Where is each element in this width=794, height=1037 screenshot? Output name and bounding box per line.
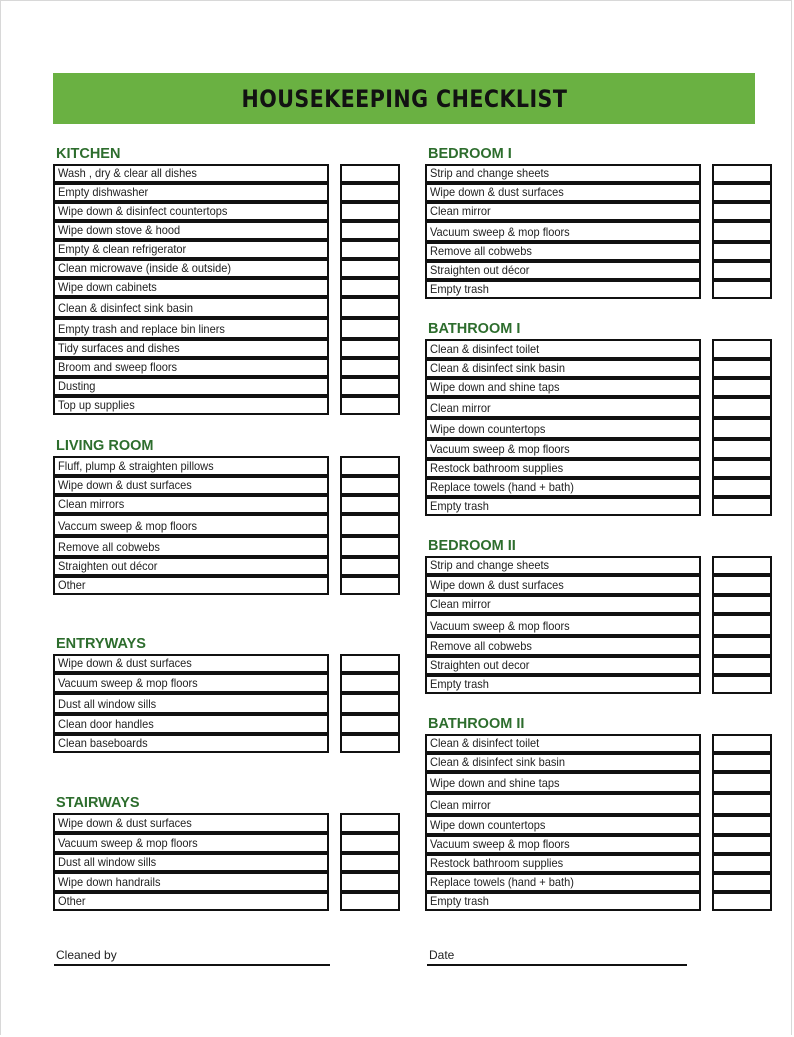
checkbox[interactable] [712,439,772,459]
task-label: Vaccum sweep & mop floors [58,519,198,533]
task-cell [53,872,329,892]
checkbox[interactable] [712,793,772,815]
task-cell [53,654,329,673]
task-label: Dusting [58,379,96,393]
task-label: Strip and change sheets [430,166,550,180]
checklist-row [53,514,400,536]
task-label: Wipe down countertops [430,422,546,436]
checklist-row [425,459,772,478]
task-cell [425,614,701,636]
task-label: Wipe down & dust surfaces [58,478,192,492]
checklist-row [53,476,400,495]
checkbox[interactable] [340,164,400,183]
checkbox[interactable] [712,556,772,575]
checklist-row [53,872,400,892]
checklist-row [53,318,400,339]
checkbox[interactable] [712,575,772,595]
task-cell [53,514,329,536]
checkbox[interactable] [340,833,400,853]
task-label: Wipe down & dust surfaces [58,816,192,830]
task-cell [425,595,701,614]
task-label: Restock bathroom supplies [430,856,564,870]
task-label: Vacuum sweep & mop floors [430,619,570,633]
checkbox[interactable] [340,221,400,240]
task-label: Clean mirror [430,204,491,218]
checklist-row [425,575,772,595]
task-label: Wipe down & disinfect countertops [58,204,228,218]
section-title: BEDROOM II [428,538,516,554]
task-cell [53,396,329,415]
task-label: Restock bathroom supplies [430,461,564,475]
checkbox[interactable] [340,278,400,297]
task-cell [53,853,329,872]
checkbox[interactable] [712,261,772,280]
checklist-row [425,497,772,516]
task-cell [425,873,701,892]
checklist-row [425,734,772,753]
task-cell [425,378,701,397]
checkbox[interactable] [340,734,400,753]
checklist-row [53,297,400,318]
checklist-row [425,854,772,873]
task-cell [425,202,701,221]
checklist-row [53,339,400,358]
checkbox[interactable] [340,183,400,202]
task-cell [425,397,701,418]
checklist-row [53,693,400,714]
task-label: Vacuum sweep & mop floors [430,442,570,456]
task-cell [425,339,701,359]
task-cell [53,358,329,377]
checklist-row [425,753,772,772]
checkbox[interactable] [340,495,400,514]
checkbox[interactable] [340,259,400,278]
checklist-row [53,813,400,833]
checklist-row [425,675,772,694]
task-cell [53,259,329,278]
checklist-row [425,221,772,242]
checklist-row [425,614,772,636]
task-cell [425,556,701,575]
checklist-row [53,456,400,476]
task-cell [53,576,329,595]
task-cell [425,221,701,242]
checklist-row [53,202,400,221]
checklist-row [53,377,400,396]
task-cell [425,478,701,497]
section-title: LIVING ROOM [56,438,154,454]
checkbox[interactable] [712,183,772,202]
task-label: Clean mirror [430,597,491,611]
task-label: Empty trash and replace bin liners [58,322,225,336]
task-label: Dust all window sills [58,697,157,711]
task-label: Wipe down handrails [58,875,161,889]
task-label: Clean baseboards [58,736,148,750]
checklist-row [53,221,400,240]
task-cell [425,854,701,873]
checklist-row [425,835,772,854]
task-cell [53,377,329,396]
checklist-row [425,873,772,892]
task-cell [53,714,329,734]
task-label: Wipe down countertops [430,818,546,832]
checkbox[interactable] [712,497,772,516]
checkbox[interactable] [712,418,772,439]
cleaned-by-label: Cleaned by [56,948,117,962]
task-label: Broom and sweep floors [58,360,178,374]
checklist-row [53,278,400,297]
checklist-row [53,240,400,259]
task-label: Remove all cobwebs [58,540,160,554]
task-label: Other [58,894,86,908]
task-label: Vacuum sweep & mop floors [430,837,570,851]
task-cell [425,892,701,911]
checkbox[interactable] [712,280,772,299]
task-cell [53,456,329,476]
task-cell [53,278,329,297]
section-title: KITCHEN [56,146,121,162]
title-banner [53,73,755,124]
task-label: Vacuum sweep & mop floors [58,836,198,850]
checklist-row [53,714,400,734]
task-cell [425,459,701,478]
checklist-row [53,833,400,853]
task-label: Clean door handles [58,717,154,731]
checklist-row [425,378,772,397]
task-cell [425,575,701,595]
checklist-row [53,183,400,202]
task-cell [425,359,701,378]
checklist-row [425,793,772,815]
checkbox[interactable] [712,242,772,261]
page-title: HOUSEKEEPING CHECKLIST [241,84,567,113]
task-label: Clean microwave (inside & outside) [58,261,232,275]
task-cell [53,476,329,495]
checklist-row [53,259,400,278]
task-label: Replace towels (hand + bath) [430,480,574,494]
task-label: Empty & clean refrigerator [58,242,187,256]
task-label: Straighten out décor [58,559,158,573]
checkbox[interactable] [340,536,400,557]
checklist-row [53,536,400,557]
checkbox[interactable] [340,377,400,396]
checkbox[interactable] [340,476,400,495]
section-title: BATHROOM II [428,716,525,732]
checklist-row [425,418,772,439]
task-label: Wipe down & dust surfaces [430,185,564,199]
task-cell [425,734,701,753]
task-cell [53,297,329,318]
checklist-row [425,280,772,299]
checkbox[interactable] [340,202,400,221]
checkbox[interactable] [340,456,400,476]
checkbox[interactable] [340,853,400,872]
checkbox[interactable] [340,358,400,377]
checkbox[interactable] [340,576,400,595]
task-label: Clean & disinfect sink basin [58,301,194,315]
checklist-row [425,772,772,793]
task-cell [53,183,329,202]
checklist-row [425,242,772,261]
checklist-row [53,673,400,693]
checkbox[interactable] [712,854,772,873]
task-label: Vacuum sweep & mop floors [430,225,570,239]
checkbox[interactable] [712,835,772,854]
checkbox[interactable] [712,675,772,694]
checkbox[interactable] [340,514,400,536]
task-cell [53,557,329,576]
section-title: ENTRYWAYS [56,636,146,652]
checklist-row [425,656,772,675]
task-label: Wipe down cabinets [58,280,157,294]
task-label: Clean mirrors [58,497,125,511]
checkbox[interactable] [340,714,400,734]
task-cell [425,753,701,772]
task-label: Clean & disinfect toilet [430,342,540,356]
task-label: Wipe down and shine taps [430,776,560,790]
task-cell [53,318,329,339]
task-cell [53,693,329,714]
task-label: Clean mirror [430,401,491,415]
task-cell [53,536,329,557]
task-label: Clean & disinfect toilet [430,736,540,750]
task-label: Clean mirror [430,798,491,812]
checkbox[interactable] [712,339,772,359]
task-cell [425,656,701,675]
task-cell [425,164,701,183]
task-label: Dust all window sills [58,855,157,869]
checklist-row [53,853,400,872]
checkbox[interactable] [712,202,772,221]
cleaned-by-line[interactable] [54,945,330,966]
task-label: Fluff, plump & straighten pillows [58,459,214,473]
checkbox[interactable] [712,359,772,378]
task-cell [53,202,329,221]
checklist-row [425,815,772,835]
checkbox[interactable] [340,673,400,693]
task-cell [425,261,701,280]
task-label: Empty trash [430,282,489,296]
checkbox[interactable] [712,772,772,793]
checkbox[interactable] [712,595,772,614]
task-cell [425,815,701,835]
task-label: Empty trash [430,677,489,691]
task-cell [53,813,329,833]
checklist-row [425,261,772,280]
checklist-row [425,359,772,378]
task-cell [53,164,329,183]
checkbox[interactable] [340,693,400,714]
task-cell [53,240,329,259]
checklist-row [53,164,400,183]
checkbox[interactable] [712,378,772,397]
task-label: Top up supplies [58,398,135,412]
checklist-row [425,397,772,418]
checkbox[interactable] [712,636,772,656]
checklist-row [53,654,400,673]
checklist-row [53,557,400,576]
checkbox[interactable] [340,240,400,259]
task-label: Wipe down & dust surfaces [430,578,564,592]
checklist-row [53,576,400,595]
checkbox[interactable] [712,164,772,183]
checkbox[interactable] [340,339,400,358]
checklist-row [425,183,772,202]
checkbox[interactable] [340,318,400,339]
task-label: Remove all cobwebs [430,244,532,258]
date-label: Date [429,948,455,962]
checkbox[interactable] [712,459,772,478]
task-label: Straighten out decor [430,658,530,672]
checkbox[interactable] [712,614,772,636]
checklist-row [425,595,772,614]
task-cell [425,280,701,299]
checklist-row [425,478,772,497]
task-label: Wipe down & dust surfaces [58,656,192,670]
checkbox[interactable] [712,815,772,835]
checkbox[interactable] [340,892,400,911]
task-cell [425,772,701,793]
checkbox[interactable] [340,297,400,318]
task-label: Wash , dry & clear all dishes [58,166,197,180]
task-label: Strip and change sheets [430,558,550,572]
checklist-row [425,439,772,459]
checklist-row [53,396,400,415]
checkbox[interactable] [712,656,772,675]
task-cell [53,495,329,514]
checklist-row [53,495,400,514]
task-cell [425,418,701,439]
task-cell [53,833,329,853]
task-label: Clean & disinfect sink basin [430,755,566,769]
checkbox[interactable] [712,397,772,418]
checkbox[interactable] [712,753,772,772]
checkbox[interactable] [712,892,772,911]
task-cell [425,439,701,459]
task-cell [425,636,701,656]
task-label: Wipe down and shine taps [430,380,560,394]
task-label: Straighten out décor [430,263,530,277]
task-label: Vacuum sweep & mop floors [58,676,198,690]
task-cell [53,339,329,358]
date-line[interactable] [427,945,687,966]
checkbox[interactable] [712,734,772,753]
task-label: Empty dishwasher [58,185,149,199]
task-cell [53,734,329,753]
checklist-row [425,892,772,911]
checkbox[interactable] [340,557,400,576]
task-cell [425,183,701,202]
section-title: BEDROOM I [428,146,512,162]
checklist-row [53,358,400,377]
task-cell [53,673,329,693]
checkbox[interactable] [340,396,400,415]
task-label: Empty trash [430,894,489,908]
checkbox[interactable] [340,813,400,833]
checklist-row [425,636,772,656]
checkbox[interactable] [712,478,772,497]
section-title: STAIRWAYS [56,795,140,811]
section-title: BATHROOM I [428,321,521,337]
checklist-row [425,339,772,359]
task-cell [425,242,701,261]
checklist-row [53,892,400,911]
task-cell [425,793,701,815]
task-cell [425,675,701,694]
task-label: Empty trash [430,499,489,513]
checkbox[interactable] [340,872,400,892]
task-label: Replace towels (hand + bath) [430,875,574,889]
task-label: Tidy surfaces and dishes [58,341,180,355]
checklist-row [425,202,772,221]
task-cell [53,892,329,911]
task-cell [53,221,329,240]
task-label: Remove all cobwebs [430,639,532,653]
task-label: Other [58,578,86,592]
checklist-row [425,556,772,575]
checklist-row [53,734,400,753]
checkbox[interactable] [712,873,772,892]
checkbox[interactable] [340,654,400,673]
task-cell [425,497,701,516]
task-cell [425,835,701,854]
checkbox[interactable] [712,221,772,242]
task-label: Clean & disinfect sink basin [430,361,566,375]
checklist-row [425,164,772,183]
task-label: Wipe down stove & hood [58,223,181,237]
